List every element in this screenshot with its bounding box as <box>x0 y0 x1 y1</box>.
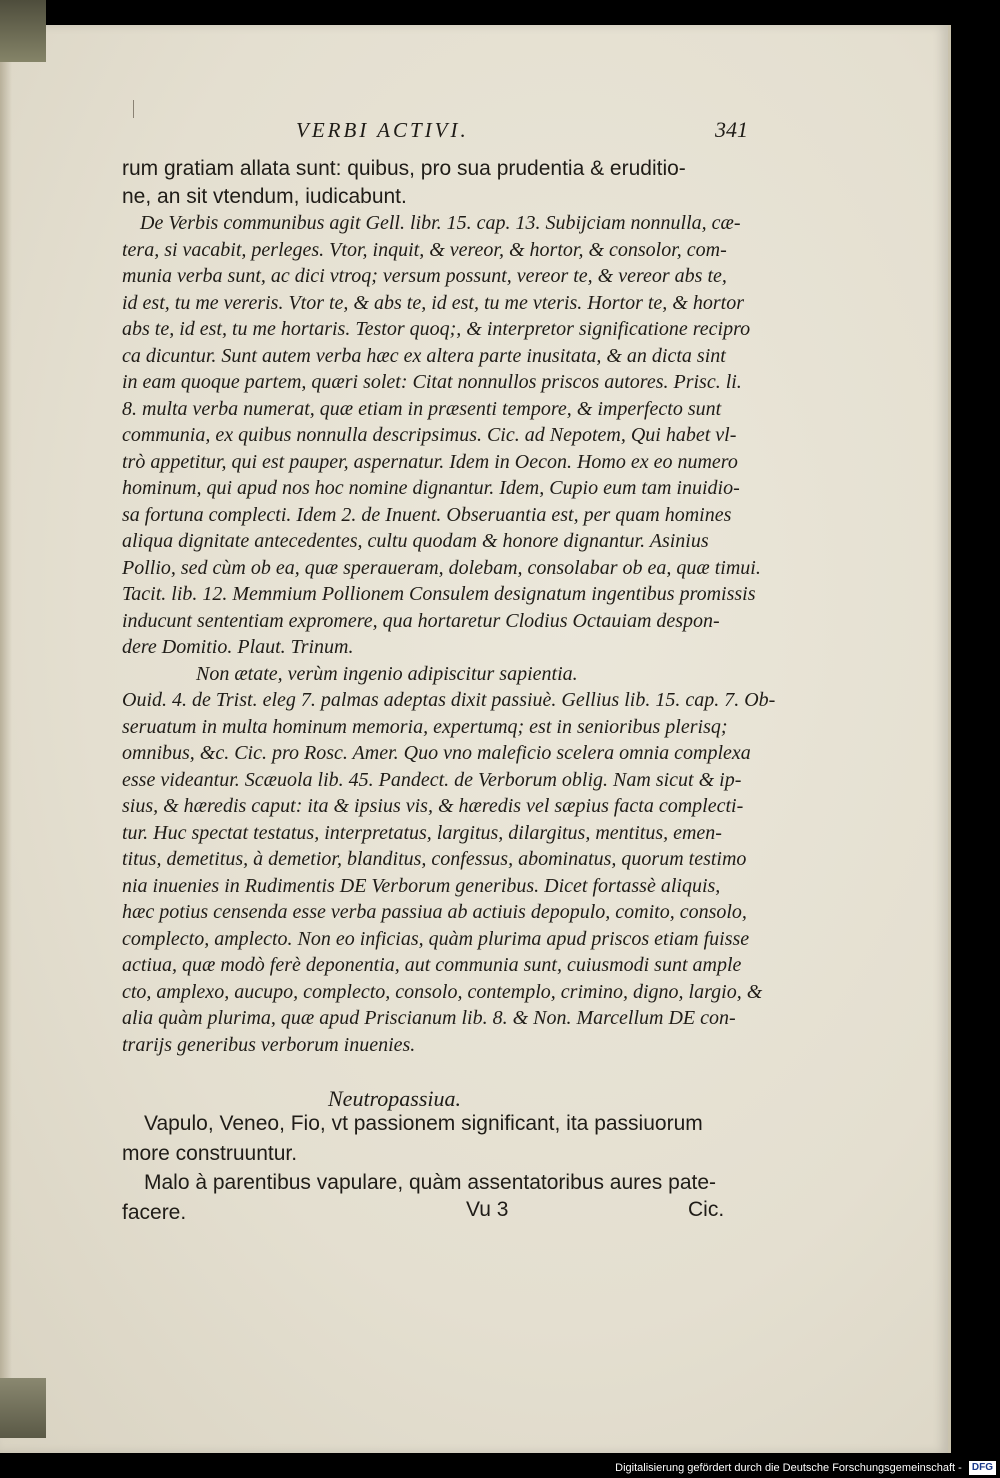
text-line: titus, demetitus, à demetior, blanditus, confessus, abominatus, quorum testimo <box>122 848 747 870</box>
text-line: 8. multa verba numerat, quæ etiam in præsenti tempore, & imperfecto sunt <box>122 397 722 420</box>
text-line: Vapulo, Veneo, Fio, vt passionem significant, ita passiuorum <box>144 1112 703 1135</box>
text-line: sius, & hæredis caput: ita & ipsius vis, & hæredis vel sæpius facta complecti- <box>122 795 744 817</box>
margin-mark <box>133 100 134 118</box>
signature-mark: Vu 3 <box>466 1198 509 1221</box>
text-line: trò appetitur, qui est pauper, aspernatur. Idem in Oecon. Homo ex eo numero <box>122 450 738 473</box>
text-line: trarijs generibus verborum inuenies. <box>122 1033 416 1056</box>
text-line: complecto, amplecto. Non eo inficias, quàm plurima apud priscos etiam fuisse <box>122 927 750 950</box>
page-number: 341 <box>715 117 748 142</box>
text-line: inducunt sententiam expromere, qua hortaretur Clodius Octauiam despon- <box>122 609 720 632</box>
text-line: tera, si vacabit, perleges. Vtor, inquit, & vereor, & hortor, & consolor, com- <box>122 238 727 261</box>
text-line: abs te, id est, tu me hortaris. Testor quoq;, & interpretor significatione recipro <box>122 318 751 340</box>
text-line: sa fortuna complecti. Idem 2. de Inuent. Obseruantia est, per quam homines <box>122 503 732 526</box>
text-line: omnibus, &c. Cic. pro Rosc. Amer. Quo vno maleficio scelera omnia complexa <box>122 742 751 764</box>
text-line: Ouid. 4. de Trist. eleg 7. palmas adeptas dixit passiuè. Gellius lib. 15. cap. 7. Ob- <box>122 689 776 711</box>
text-line: Non ætate, verùm ingenio adipiscitur sapientia. <box>196 662 578 685</box>
catchword: Cic. <box>688 1198 725 1221</box>
text-line: alia quàm plurima, quæ apud Priscianum lib. 8. & Non. Marcellum DE con- <box>122 1007 736 1029</box>
text-line: Tacit. lib. 12. Memmium Pollionem Consulem designatum ingentibus promissis <box>122 583 756 605</box>
text-line: more construuntur. <box>122 1141 298 1165</box>
text-line: facere. <box>122 1200 187 1224</box>
footer-text: Digitalisierung gefördert durch die Deutsche Forschungsgemeinschaft - <box>615 1462 962 1474</box>
text-line: munia verba sunt, ac dici vtroq; versum possunt, vereor te, & vereor abs te, <box>122 265 727 287</box>
text-line: in eam quoque partem, quæri solet: Citat nonnullos priscos autores. Prisc. li. <box>122 371 742 393</box>
text-line: ca dicuntur. Sunt autem verba hæc ex altera parte inusitata, & an dicta sint <box>122 344 726 367</box>
dfg-logo: DFG <box>969 1461 996 1475</box>
text-line: nia inuenies in Rudimentis DE Verborum generibus. Dicet fortassè aliquis, <box>122 874 721 897</box>
text-line: seruatum in multa hominum memoria, expertumq; est in senioribus plerisq; <box>122 715 728 738</box>
text-line: tur. Huc spectat testatus, interpretatus, largitus, dilargitus, mentitus, emen- <box>122 821 722 844</box>
section-heading: Neutropassiua. <box>328 1086 462 1111</box>
text-line: hominum, qui apud nos hoc nomine dignantur. Idem, Cupio eum tam inuidio- <box>122 477 740 499</box>
text-line: id est, tu me vereris. Vtor te, & abs te, id est, tu me vteris. Hortor te, & hortor <box>122 291 744 314</box>
text-line: esse videantur. Scæuola lib. 45. Pandect. de Verborum oblig. Nam sicut & ip- <box>122 768 742 791</box>
binding-edge-top <box>0 0 46 62</box>
text-line: ne, an sit vtendum, iudicabunt. <box>122 185 407 208</box>
text-line: De Verbis communibus agit Gell. libr. 15. cap. 13. Subijciam nonnulla, cæ- <box>140 212 741 234</box>
text-line: dere Domitio. Plaut. Trinum. <box>122 636 354 658</box>
text-line: hæc potius censenda esse verba passiua ab actiuis depopulo, comito, consolo, <box>122 901 747 923</box>
text-line: communia, ex quibus nonnulla descripsimus. Cic. ad Nepotem, Qui habet vl- <box>122 424 737 446</box>
text-line: Pollio, sed cùm ob ea, quæ speraueram, dolebam, consolabar ob ea, quæ timui. <box>122 556 761 579</box>
text-line: aliqua dignitate antecedentes, cultu quodam & honore dignantur. Asinius <box>122 530 709 552</box>
binding-edge-bottom <box>0 1378 46 1438</box>
running-head: VERBI ACTIVI. <box>296 118 469 142</box>
text-line: actiua, quæ modò ferè deponentia, aut communia sunt, cuiusmodi sunt ample <box>122 954 742 976</box>
text-line: rum gratiam allata sunt: quibus, pro sua prudentia & eruditio- <box>122 157 686 180</box>
text-line: cto, amplexo, aucupo, complecto, consolo, contemplo, crimino, digno, largio, & <box>122 980 763 1003</box>
text-line: Malo à parentibus vapulare, quàm assentatoribus aures pate- <box>144 1171 717 1194</box>
footer-credit <box>615 1458 1000 1478</box>
gutter-shadow <box>0 62 12 1378</box>
